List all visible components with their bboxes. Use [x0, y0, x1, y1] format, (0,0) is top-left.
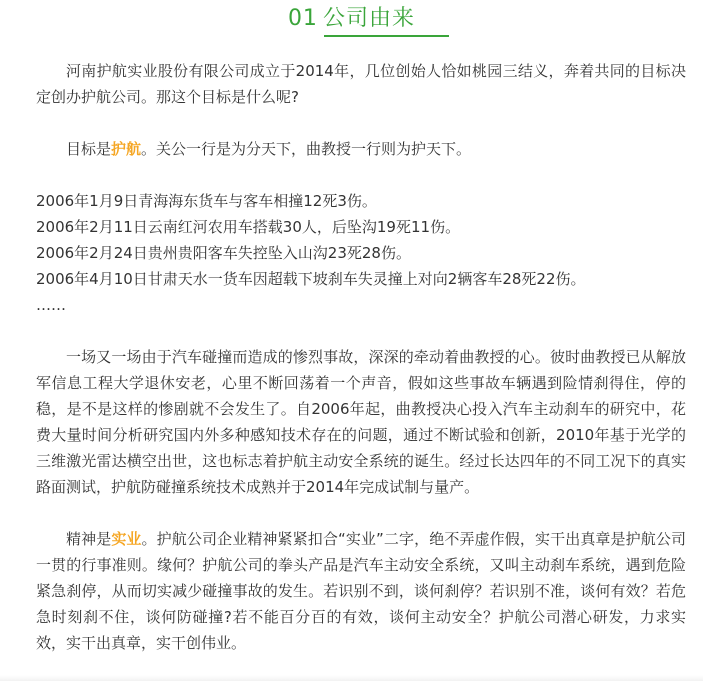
- section-heading-inner: [284, 0, 419, 34]
- spirit-suffix: 。护航公司企业精神紧紧扣合“实业”二字，绝不弄虚作假，实干出真章是护航公司一贯的行事准则。缘何？护航公司的拳头产品是汽车主动安全系统，又叫主动刹车系统，遇到危险紧急刹停，从而切实减少碰撞事故的发生。若识别不到，谈何刹停？若识别不准，谈何有效？若危急时刻刹不住，谈何防碰撞?若不能百分百的有效，谈何主动安全？护航公司潜心研发，力求实效，实干出真章，实干创伟业。: [36, 530, 686, 652]
- goal-paragraph: [36, 136, 686, 162]
- section-number: 01: [287, 6, 318, 31]
- spirit-highlight: 实业: [111, 530, 142, 548]
- paragraph-gap: [36, 162, 686, 188]
- intro-paragraph: 河南护航实业股份有限公司成立于2014年，几位创始人恰如桃园三结义，奔着共同的目标决定创办护航公司。那这个目标是什么呢?: [36, 62, 686, 106]
- accident-item: 2006年2月11日云南红河农用车搭载30人，后坠沟19死11伤。: [36, 218, 461, 236]
- article-body: [36, 58, 686, 656]
- spirit-prefix: 精神是: [66, 530, 112, 548]
- story-paragraph: 一场又一场由于汽车碰撞而造成的惨烈事故，深深的牵动着曲教授的心。彼时曲教授已从解放军信息工程大学退休安老，心里不断回荡着一个声音，假如这些事故车辆遇到险情刹得住，停的稳，是不是这样的惨剧就不会发生了。自2006年起，曲教授决心投入汽车主动刹车的研究中，花费大量时间分析研究国内外多种感知技术存在的问题，通过不断试验和创新，2010年基于光学的三维激光雷达横空出世，这也标志着护航主动安全系统的诞生。经过长达四年的不同工况下的真实路面测试，护航防碰撞系统技术成熟并于2014年完成试制与量产。: [36, 348, 686, 496]
- section-heading: [0, 0, 703, 40]
- accident-ellipsis: ……: [36, 296, 66, 314]
- spirit-paragraph: [36, 526, 686, 656]
- paragraph-gap: [36, 110, 686, 136]
- bottom-edge: [0, 675, 703, 681]
- accident-item: 2006年4月10日甘肃天水一货车因超载下坡刹车失灵撞上对向2辆客车28死22伤。: [36, 270, 586, 288]
- section-heading-underline: [324, 35, 449, 37]
- paragraph-gap: [36, 500, 686, 526]
- goal-suffix: 。关公一行是为分天下，曲教授一行则为护天下。: [141, 140, 472, 158]
- accident-item: 2006年1月9日青海海东货车与客车相撞12死3伤。: [36, 192, 377, 210]
- section-title: 公司由来: [323, 6, 416, 31]
- accident-list: [36, 188, 686, 318]
- accident-item: 2006年2月24日贵州贵阳客车失控坠入山沟23死28伤。: [36, 244, 411, 262]
- paragraph-gap: [36, 318, 686, 344]
- goal-prefix: 目标是: [66, 140, 112, 158]
- goal-highlight: 护航: [111, 140, 142, 158]
